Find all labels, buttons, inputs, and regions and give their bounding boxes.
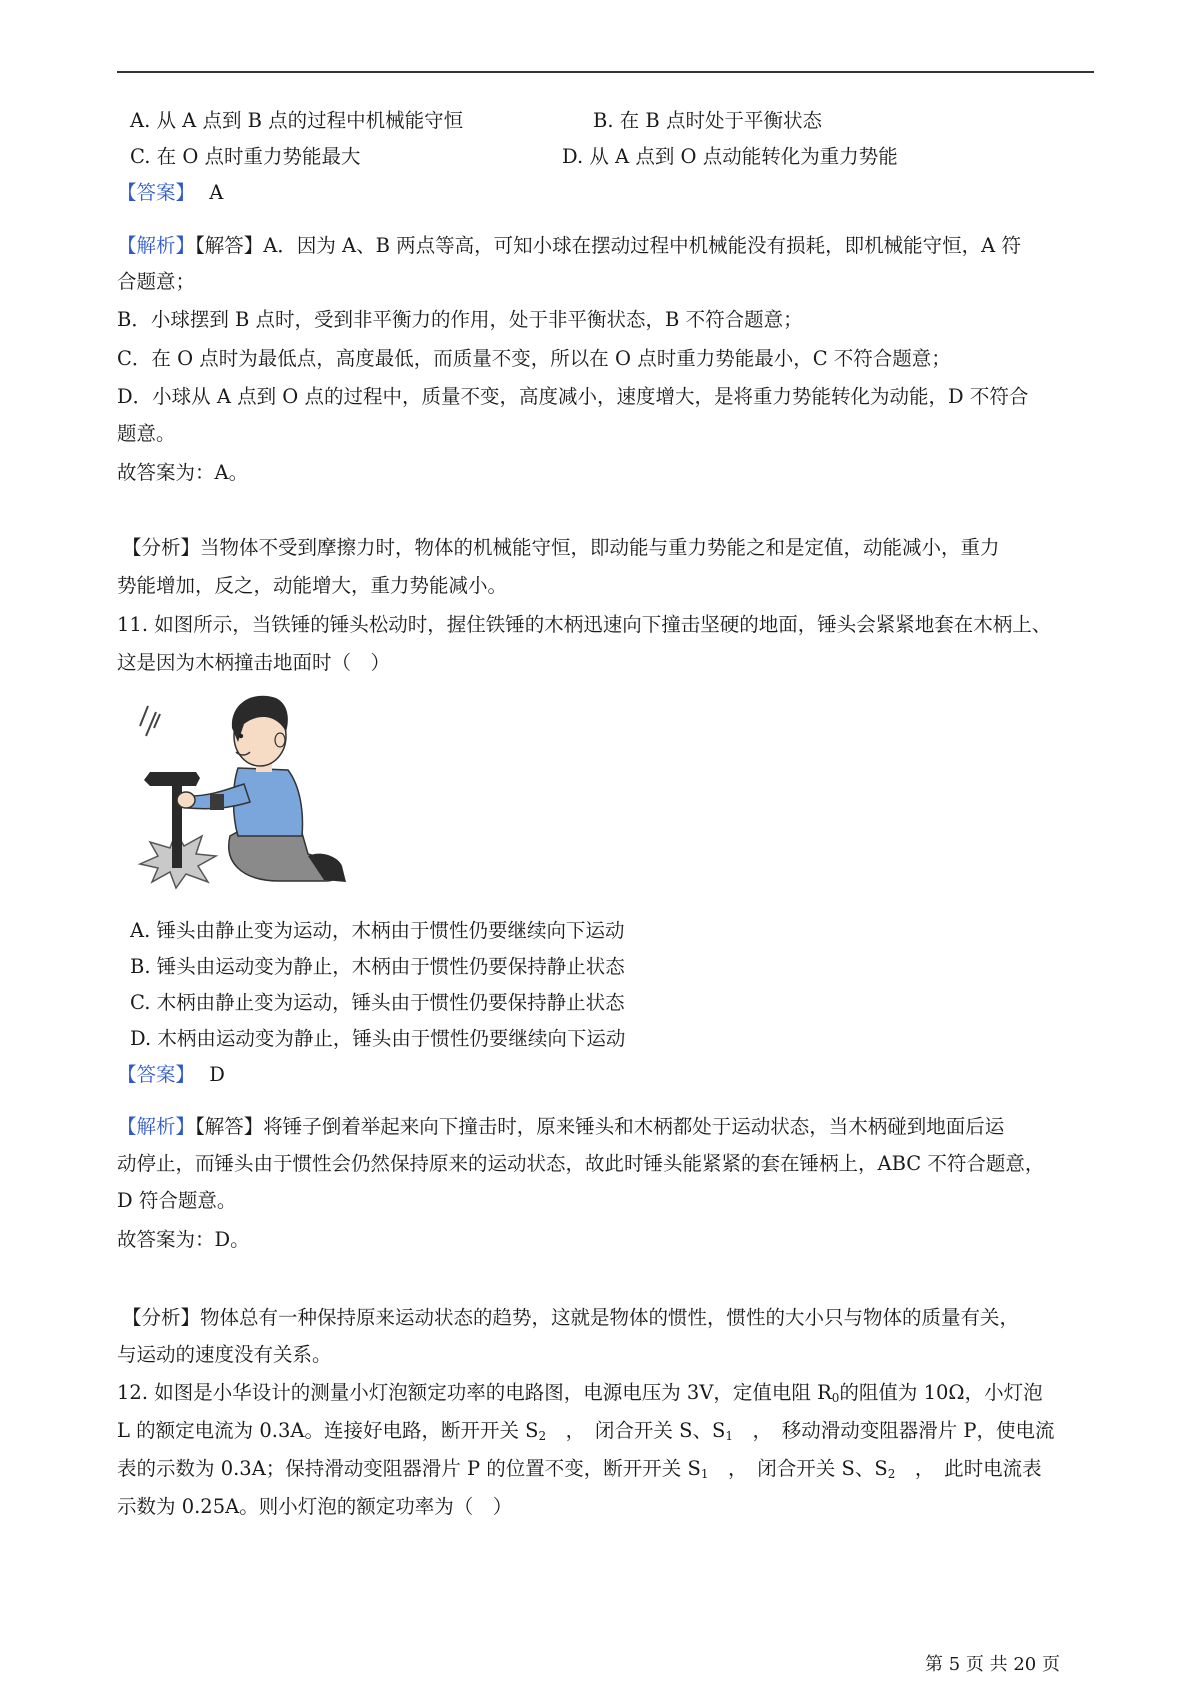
q10-option-c: C. 在 O 点时重力势能最大 (130, 145, 361, 168)
q10-option-a: A. 从 A 点到 B 点的过程中机械能守恒 (130, 109, 464, 132)
q10-analysis-line-2: 合题意； (117, 270, 196, 293)
answer-value: A (209, 181, 224, 204)
q11-option-b: B. 锤头由运动变为静止，木柄由于惯性仍要保持静止状态 (130, 955, 625, 978)
q11-fenxi-line-2: 与运动的速度没有关系。 (117, 1343, 332, 1366)
q11-stem-line-1: 11. 如图所示，当铁锤的锤头松动时，握住铁锤的木柄迅速向下撞击坚硬的地面，锤头会紧紧地套在木柄上、 (117, 613, 1052, 636)
q10-answer (117, 180, 223, 206)
answer-label: 【答案】 (117, 1063, 196, 1086)
q10-analysis-line-6: 题意。 (117, 422, 176, 445)
q11-analysis-line-2: 动停止，而锤头由于惯性会仍然保持原来的运动状态，故此时锤头能紧紧的套在锤柄上，ABC 不符合题意， (117, 1152, 1045, 1175)
analysis-label: 【解析】 (117, 234, 196, 257)
q12-stem-line-3: 表的示数为 0.3A；保持滑动变阻器滑片 P 的位置不变，断开开关 $S_1$ ， 闭合开关 S、$S_2$ ， 此时电流表 (117, 1457, 1042, 1481)
q10-fenxi-line-1: 【分析】当物体不受到摩擦力时，物体的机械能守恒，即动能与重力势能之和是定值，动能减小，重力 (122, 536, 1000, 559)
q11-option-c: C. 木柄由静止变为运动，锤头由于惯性仍要保持静止状态 (130, 991, 625, 1014)
q12-stem-line-4: 示数为 0.25A。则小灯泡的额定功率为（ ） (117, 1495, 513, 1518)
q10-analysis-line-3: B．小球摆到 B 点时，受到非平衡力的作用，处于非平衡状态，B 不符合题意； (117, 308, 803, 331)
q11-analysis-line-3: D 符合题意。 (117, 1189, 237, 1212)
q11-option-a: A. 锤头由静止变为运动，木柄由于惯性仍要继续向下运动 (130, 919, 625, 942)
analysis-label: 【解析】 (117, 1115, 196, 1138)
q11-answer (117, 1062, 225, 1088)
q11-option-d: D. 木柄由运动变为静止，锤头由于惯性仍要继续向下运动 (130, 1027, 626, 1050)
q10-analysis-line-7: 故答案为：A。 (117, 461, 249, 484)
q12-stem-line-2: L 的额定电流为 0.3A。连接好电路，断开开关 $S_2$ ， 闭合开关 S、$S_1$ ， 移动滑动变阻器滑片 P，使电流 (117, 1419, 1055, 1443)
answer-value: D (209, 1063, 225, 1086)
q10-option-b: B. 在 B 点时处于平衡状态 (593, 109, 822, 132)
q10-analysis-line-5: D．小球从 A 点到 O 点的过程中，质量不变，高度减小，速度增大，是将重力势能转化为动能，D 不符合 (117, 385, 1029, 408)
q12-stem-line-1: 12. 如图是小华设计的测量小灯泡额定功率的电路图，电源电压为 3V，定值电阻 $R_0$的阻值为 10Ω，小灯泡 (117, 1381, 1043, 1405)
q11-analysis-line-4: 故答案为：D。 (117, 1228, 250, 1251)
header-rule (117, 71, 1094, 73)
q10-fenxi-line-2: 势能增加，反之，动能增大，重力势能减小。 (117, 574, 508, 597)
q11-analysis-line-1: 【解析】【解答】将锤子倒着举起来向下撞击时，原来锤头和木柄都处于运动状态，当木柄碰到地面后运 (117, 1115, 1005, 1138)
q11-fenxi-line-1: 【分析】物体总有一种保持原来运动状态的趋势，这就是物体的惯性，惯性的大小只与物体的质量有关， (122, 1306, 1020, 1329)
hammer-strike-illustration (120, 686, 370, 891)
page-number: 第 5 页 共 20 页 (925, 1654, 1060, 1675)
q10-analysis-line-4: C．在 O 点时为最低点，高度最低，而质量不变，所以在 O 点时重力势能最小，C 不符合题意； (117, 347, 951, 370)
answer-label: 【答案】 (117, 181, 196, 204)
q11-stem-line-2: 这是因为木柄撞击地面时（ ） (117, 651, 391, 674)
q10-analysis-line-1: 【解析】【解答】A．因为 A、B 两点等高，可知小球在摆动过程中机械能没有损耗，即机械能守恒，A 符 (117, 234, 1021, 257)
q10-option-d: D. 从 A 点到 O 点动能转化为重力势能 (562, 145, 898, 168)
